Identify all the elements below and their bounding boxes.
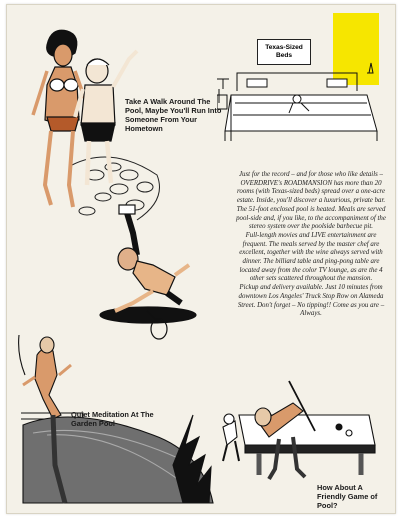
caption-walk: Take A Walk Around The Pool, Maybe You'll Run Into Someone From Your Hometown <box>125 97 222 133</box>
sign-texas-sized-beds: Texas-Sized Beds <box>257 39 311 65</box>
caption-meditation: Quiet Meditation At The Garden Pool <box>71 410 154 428</box>
caption-pool-game: How About A Friendly Game of Pool? <box>317 483 378 510</box>
paragraph: Full-length movies and LIVE entertainment are frequent. The meals served by the master chef are excellent, together with the wine always served with dinner. The billiard table and ping-pong table are located away from the color TV lounge, as are the 4 other sets scattered throughout the mansion. <box>239 231 383 283</box>
article-body <box>235 171 387 319</box>
magazine-page <box>6 4 396 514</box>
illustration-pool-table <box>219 371 379 491</box>
paragraph: Pickup and delivery available. Just 10 minutes from downtown Los Angeles' Truck Stop Row on Alameda Street. Don't forget – No tipping!! Come as you are – Always. <box>237 284 385 318</box>
illustration-falling-man <box>93 203 203 343</box>
paragraph: Just for the record – and for those who like details – OVERDRIVE's ROADMANSION has more than 20 rooms (with Texas-sized beds) spread over a one-acre estate. Inside, you'll discover a luxurious, private bar. The 51-foot enclosed pool is heated. Meals are served pool-side and, if you like, to the accompaniment of the stereo system over the poolside barbecue pit. <box>236 171 386 231</box>
